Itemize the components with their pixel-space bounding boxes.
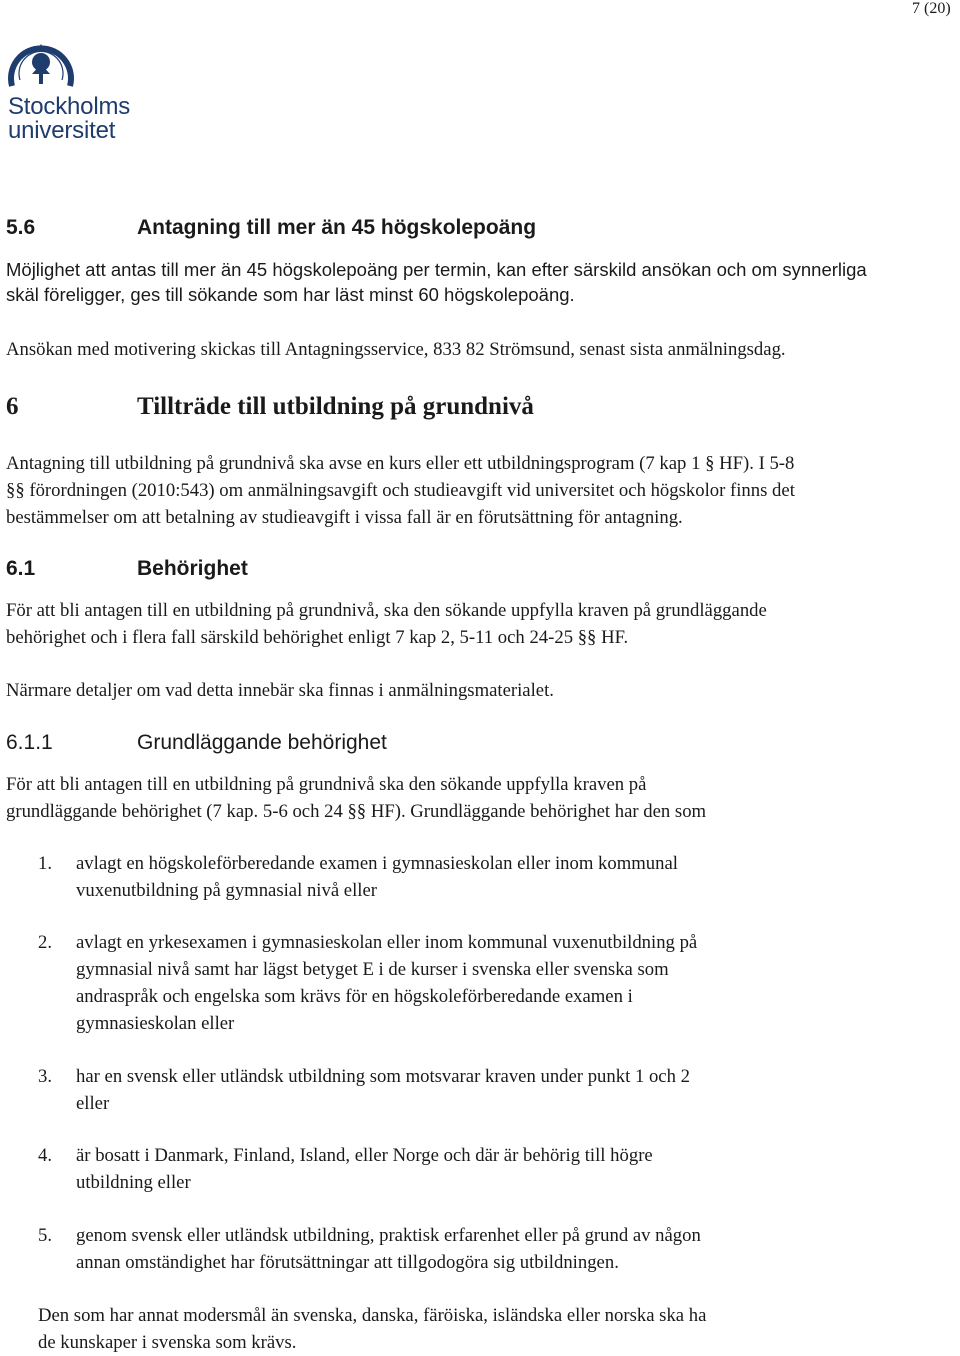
section-number: 6 xyxy=(6,393,19,420)
section-6-1-1-heading xyxy=(6,731,387,755)
section-number: 5.6 xyxy=(6,216,36,239)
text-line: Den som har annat modersmål än svenska, danska, färöiska, isländska eller norska ska ha xyxy=(38,1305,707,1326)
list-item-number: 2. xyxy=(38,932,53,953)
list-item-text xyxy=(76,929,936,1037)
section-5-6-paragraph-2: Ansökan med motivering skickas till Antagningsservice, 833 82 Strömsund, senast sista anmälningsdag. xyxy=(6,339,786,360)
section-6-1-heading xyxy=(6,557,248,581)
section-6-heading xyxy=(6,393,534,421)
text-line: annan omständighet har förutsättningar att tillgodogöra sig utbildningen. xyxy=(76,1252,619,1273)
text-line: utbildning eller xyxy=(76,1172,191,1193)
text-line: avlagt en yrkesexamen i gymnasieskolan eller inom kommunal vuxenutbildning på xyxy=(76,932,698,953)
text-line: skäl föreligger, ges till sökande som har läst minst 60 högskolepoäng. xyxy=(6,284,575,305)
section-title: Antagning till mer än 45 högskolepoäng xyxy=(137,216,537,239)
section-6-1-1-paragraph xyxy=(6,771,706,825)
section-number: 6.1.1 xyxy=(6,731,53,754)
page-number: 7 (20) xyxy=(912,0,951,17)
text-line: §§ förordningen (2010:543) om anmälningsavgift och studieavgift vid universitet och högskolor finns det xyxy=(6,480,795,501)
list-item-text xyxy=(76,1142,936,1196)
text-line: För att bli antagen till en utbildning på grundnivå, ska den sökande uppfylla kraven på grundläggande xyxy=(6,600,767,621)
text-line: de kunskaper i svenska som krävs. xyxy=(38,1332,297,1353)
list-item-number: 1. xyxy=(38,853,53,874)
text-line: avlagt en högskoleförberedande examen i gymnasieskolan eller inom kommunal xyxy=(76,853,678,874)
section-title: Behörighet xyxy=(137,557,248,580)
text-line: genom svensk eller utländsk utbildning, praktisk erfarenhet eller på grund av någon xyxy=(76,1225,701,1246)
section-6-1-paragraph-2: Närmare detaljer om vad detta innebär ska finnas i anmälningsmaterialet. xyxy=(6,680,554,701)
section-5-6-heading xyxy=(6,216,536,240)
university-logo xyxy=(6,34,136,144)
logo-text-universitet: universitet xyxy=(8,117,116,144)
text-line: behörighet och i flera fall särskild behörighet enligt 7 kap 2, 5-11 och 24-25 §§ HF. xyxy=(6,627,629,648)
text-line: vuxenutbildning på gymnasial nivå eller xyxy=(76,880,378,901)
section-5-6-paragraph-1 xyxy=(6,257,867,307)
text-line: bestämmelser om att betalning av studieavgift i vissa fall är en förutsättning för antagning. xyxy=(6,507,683,528)
text-line: har en svensk eller utländsk utbildning som motsvarar kraven under punkt 1 och 2 xyxy=(76,1066,690,1087)
list-item-text xyxy=(76,850,936,904)
list-item-number: 3. xyxy=(38,1066,53,1087)
text-line: gymnasieskolan eller xyxy=(76,1013,235,1034)
section-title: Grundläggande behörighet xyxy=(137,731,387,754)
text-line: andraspråk och engelska som krävs för en högskoleförberedande examen i xyxy=(76,986,633,1007)
section-number: 6.1 xyxy=(6,557,36,580)
university-seal-icon xyxy=(6,34,76,94)
text-line: Antagning till utbildning på grundnivå ska avse en kurs eller ett utbildningsprogram (7 kap 1 § HF). I 5-8 xyxy=(6,453,795,474)
section-title: Tillträde till utbildning på grundnivå xyxy=(137,393,534,420)
text-line: eller xyxy=(76,1093,110,1114)
list-item-text xyxy=(76,1222,936,1276)
list-item-number: 5. xyxy=(38,1225,53,1246)
text-line: är bosatt i Danmark, Finland, Island, eller Norge och där är behörig till högre xyxy=(76,1145,653,1166)
section-6-1-paragraph-1 xyxy=(6,597,767,651)
text-line: gymnasial nivå samt har lägst betyget E i de kurser i svenska eller svenska som xyxy=(76,959,669,980)
section-6-paragraph xyxy=(6,450,795,531)
logo-text-stockholms: Stockholms xyxy=(8,93,131,120)
list-item-text xyxy=(76,1063,936,1117)
closing-paragraph xyxy=(38,1302,706,1356)
text-line: För att bli antagen till en utbildning på grundnivå ska den sökande uppfylla kraven på xyxy=(6,774,647,795)
text-line: Möjlighet att antas till mer än 45 högskolepoäng per termin, kan efter särskild ansökan och om synnerliga xyxy=(6,259,867,280)
list-item-number: 4. xyxy=(38,1145,53,1166)
text-line: grundläggande behörighet (7 kap. 5-6 och 24 §§ HF). Grundläggande behörighet har den som xyxy=(6,801,707,822)
